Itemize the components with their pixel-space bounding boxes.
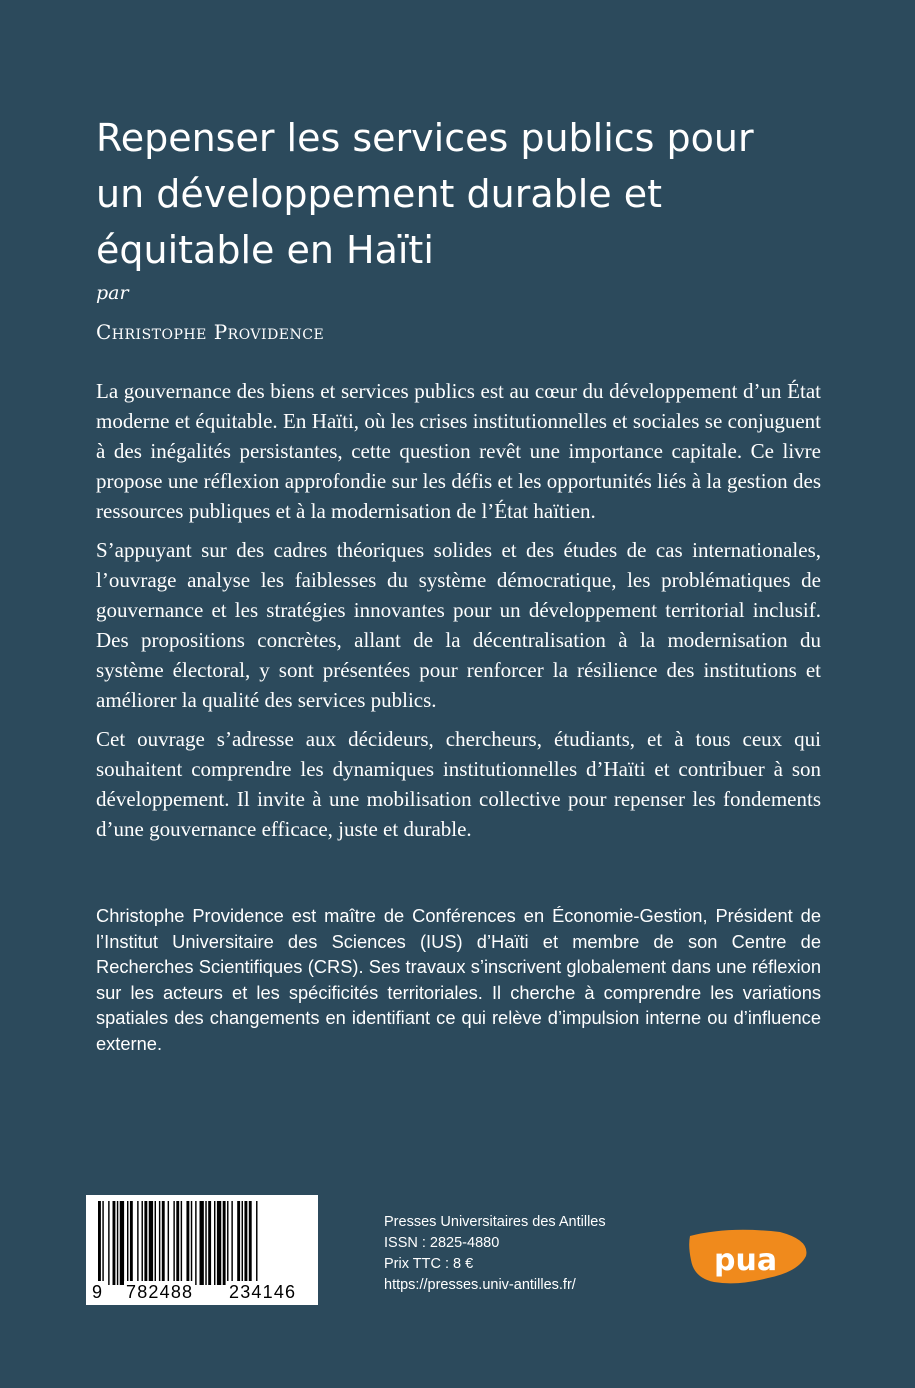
pua-logo [688,1228,810,1286]
barcode-bar [173,1201,174,1285]
price: Prix TTC : 8 € [384,1256,474,1272]
barcode-bar [144,1201,147,1285]
isbn-barcode [86,1195,318,1305]
barcode-bar [242,1201,243,1285]
book-title [96,110,856,278]
barcode-bar [162,1201,165,1285]
blurb-paragraph: S’appuyant sur des cadres théoriques solides et des études de cas internationales, l’ouvrage analyse les faiblesses du système démocratique, les problématiques de gouvernance et les stratégies innovantes pour un développement territorial inclusif. Des propositions concrètes, allant de la décentralisation à la modernisation du système électoral, y sont présentées pour renforcer la résilience des institutions et améliorer la qualité des services publics. [96,538,821,712]
publisher-name: Presses Universitaires des Antilles [384,1214,606,1230]
title-line: équitable en Haïti [96,228,434,272]
barcode-bar [120,1201,124,1285]
barcode-bar [108,1201,109,1285]
logo-lettering: pua [714,1243,778,1278]
by-label: par [96,282,129,304]
barcode-bar [208,1201,211,1285]
barcode-bar [200,1201,204,1285]
barcode-bar [214,1201,215,1285]
barcode-bar [223,1201,226,1285]
barcode-bar [127,1201,128,1285]
title-line: un développement durable et [96,172,663,216]
barcode-bar [191,1201,192,1285]
author-bio: Christophe Providence est maître de Conférences en Économie-Gestion, Président de l’Institut Universitaire des Sciences (IUS) d’Haïti et membre de son Centre de Recherches Scientifiques (CRS). Ses travaux s’inscrivent globalement dans une réflexion sur les acteurs et les spécificités territoriales. Il cherche à comprendre les variations spatiales des changements en identifiant ce qui relève d’impulsion interne ou d’influence externe. [96,905,821,1054]
barcode-bar [113,1201,116,1285]
barcode-bar [205,1201,206,1285]
barcode-bar [195,1201,196,1285]
barcode-bar [217,1201,221,1285]
barcode-bar [231,1201,232,1285]
barcode-bar [155,1201,156,1285]
barcode-bar [142,1201,143,1285]
barcode-first-digit: 9 [92,1282,103,1302]
blurb-paragraph: La gouvernance des biens et services publics est au cœur du développement d’un État moderne et équitable. En Haïti, où les crises institutionnelles et sociales se conjuguent à des inégalités persistantes, cette question revêt une importance capitale. Ce livre propose une réflexion approfondie sur les défis et les opportunités liés à la gestion des ressources publiques et à la modernisation de l’État haïtien. [96,379,821,523]
barcode-bar [249,1201,252,1285]
publisher-info [384,1212,606,1296]
barcode-bar [149,1201,153,1285]
barcode-bar [137,1201,138,1285]
publisher-url[interactable]: https://presses.univ-antilles.fr/ [384,1277,576,1293]
barcode-bar [237,1201,240,1285]
barcode-left-group: 782488 [126,1282,194,1302]
title-line: Repenser les services publics pour [96,116,754,160]
barcode-bar [168,1201,169,1285]
back-cover-blurb [96,376,821,853]
issn: ISSN : 2825-4880 [384,1235,500,1251]
barcode-bar [117,1201,118,1285]
blurb-paragraph: Cet ouvrage s’adresse aux décideurs, chercheurs, étudiants, et à tous ceux qui souhaitent comprendre les dynamiques institutionnelles d’Haïti et contribuer à son développement. Il invite à une mobilisation collective pour repenser les fondements d’une gouvernance efficace, juste et durable. [96,727,821,841]
barcode-bar [244,1201,247,1285]
author-name: Christophe Providence [96,320,325,344]
barcode-digits [86,1281,318,1303]
barcode-right-group: 234146 [229,1282,297,1302]
barcode-bar [227,1201,228,1285]
barcode-bar [159,1201,160,1285]
barcode-bar [130,1201,133,1285]
